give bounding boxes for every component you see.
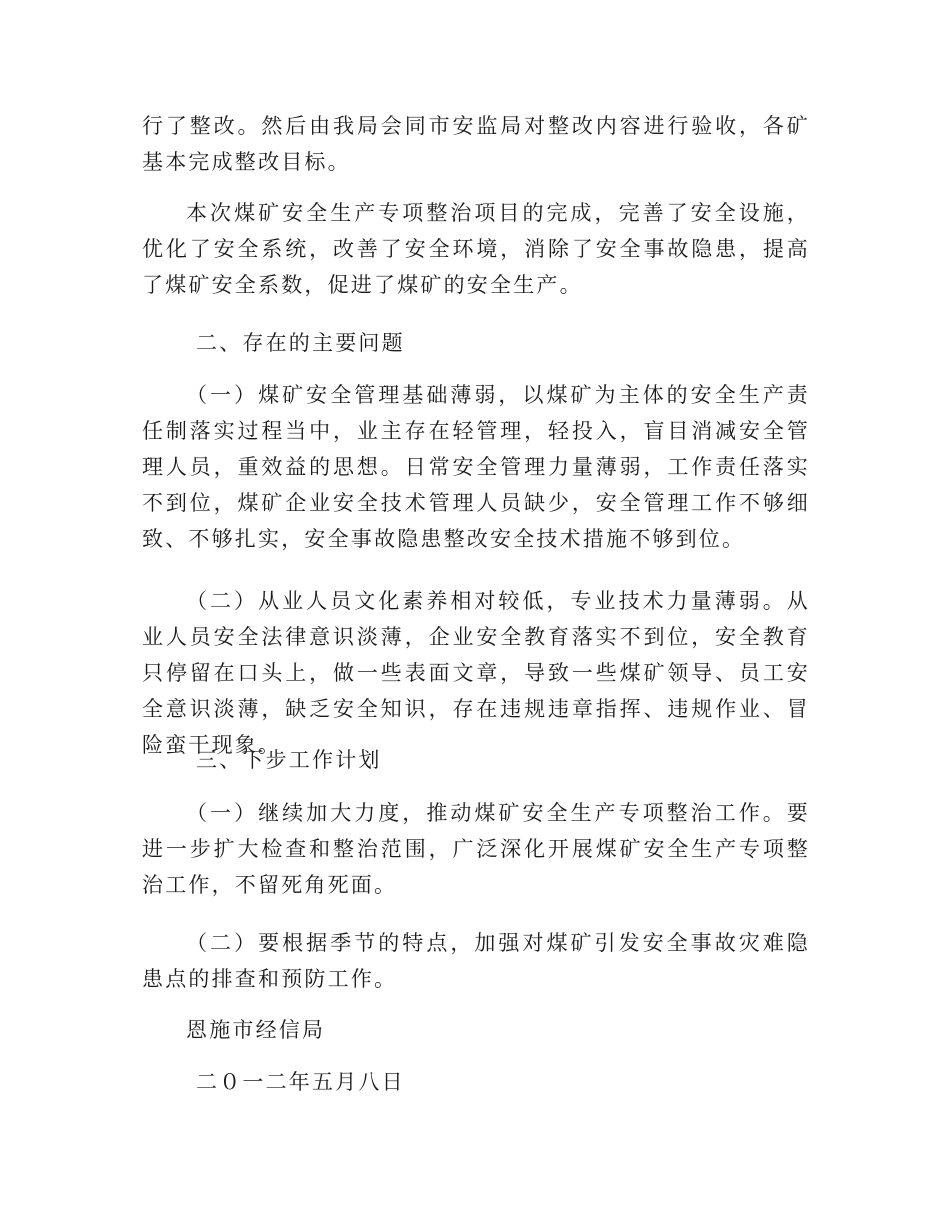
section-heading-next-steps: 三、下步工作计划 xyxy=(196,748,382,772)
signature-organization: 恩施市经信局 xyxy=(186,1018,326,1042)
paragraph-project-outcome: 本次煤矿安全生产专项整治项目的完成，完善了安全设施，优化了安全系统，改善了安全环境，消除了安全事故隐患，提高了煤矿安全系数，促进了煤矿的安全生产。 xyxy=(142,201,810,297)
signature-date: 二０一二年五月八日 xyxy=(196,1070,405,1094)
paragraph-rectification-result: 行了整改。然后由我局会同市安监局对整改内容进行验收，各矿基本完成整改目标。 xyxy=(142,114,810,174)
paragraph-plan-2: （二）要根据季节的特点，加强对煤矿引发安全事故灾难隐患点的排查和预防工作。 xyxy=(142,931,810,991)
section-heading-main-problems: 二、存在的主要问题 xyxy=(196,331,405,355)
paragraph-plan-1: （一）继续加大力度，推动煤矿安全生产专项整治工作。要进一步扩大检查和整治范围，广泛深化开展煤矿安全生产专项整治工作，不留死角死面。 xyxy=(142,801,810,897)
paragraph-problem-2: （二）从业人员文化素养相对较低，专业技术力量薄弱。从业人员安全法律意识淡薄，企业安全教育落实不到位，安全教育只停留在口头上，做一些表面文章，导致一些煤矿领导、员工安全意识淡薄，缺乏安全知识，存在违规违章指挥、违规作业、冒险蛮干现象。 xyxy=(142,589,810,757)
paragraph-problem-1: （一）煤矿安全管理基础薄弱，以煤矿为主体的安全生产责任制落实过程当中，业主存在轻管理，轻投入，盲目消减安全管理人员，重效益的思想。日常安全管理力量薄弱，工作责任落实不到位，煤矿企业安全技术管理人员缺少，安全管理工作不够细致、不够扎实，安全事故隐患整改安全技术措施不够到位。 xyxy=(142,383,810,551)
